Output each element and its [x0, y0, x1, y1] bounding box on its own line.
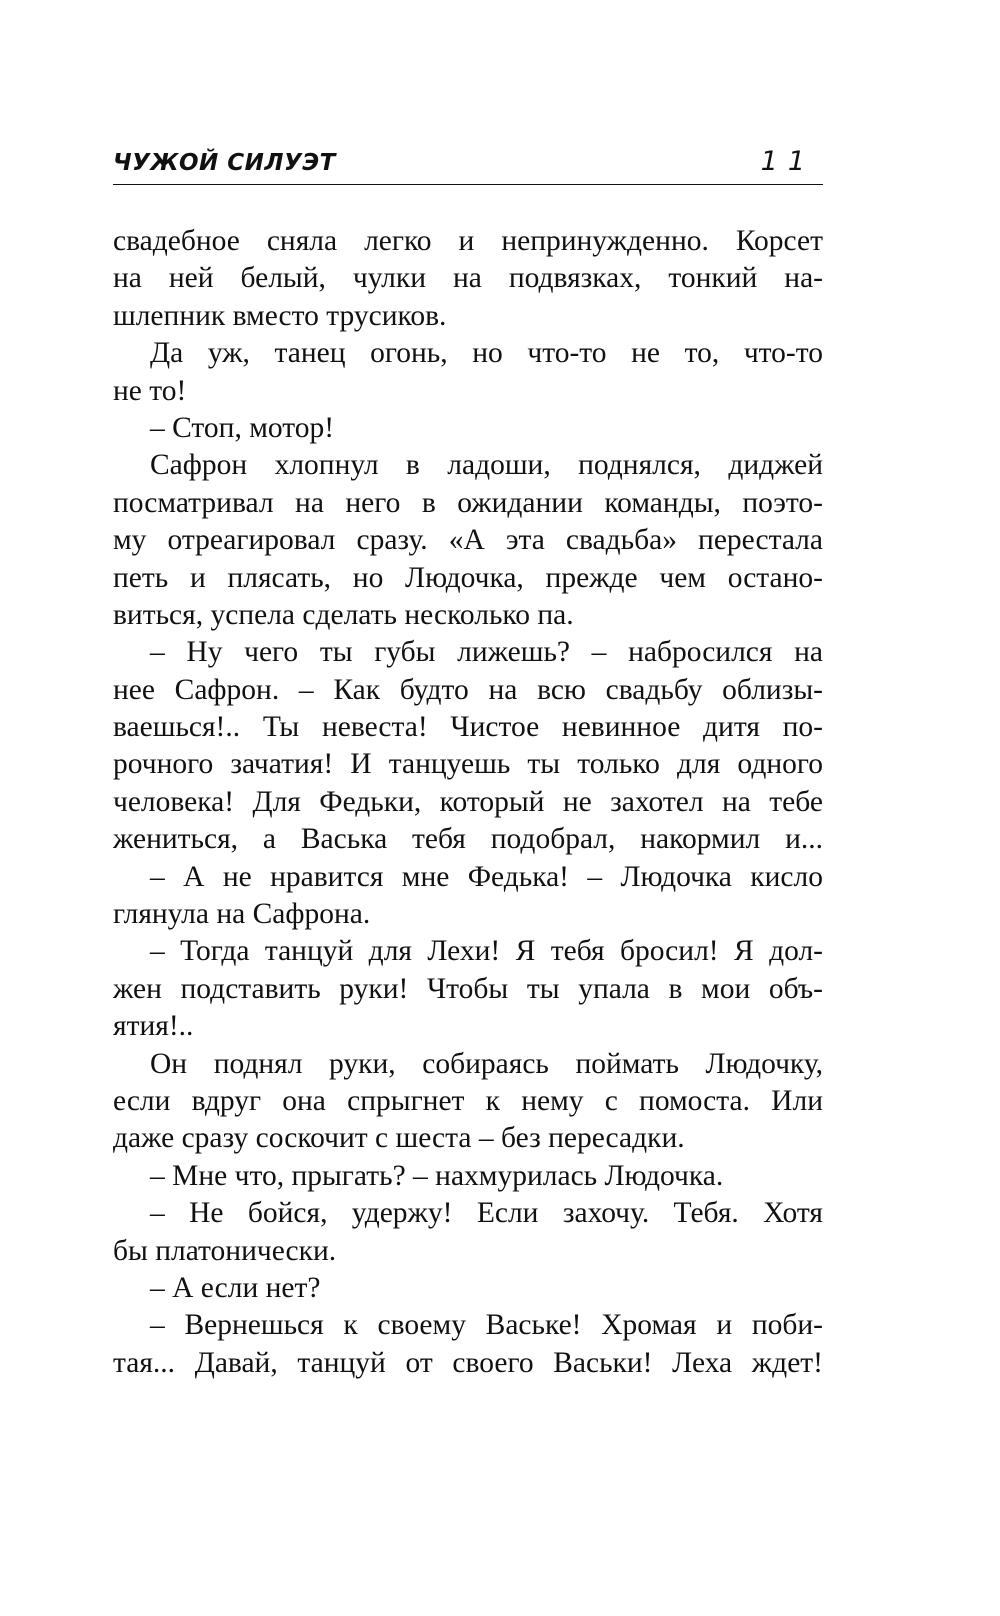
text-line: даже сразу соскочит с шеста – без пересадки.: [113, 1122, 685, 1155]
text-line: – Вернешься к своему Ваське! Хромая и поби-: [150, 1309, 823, 1342]
running-header: [113, 140, 823, 185]
text-line: нее Сафрон. – Как будто на всю свадьбу облизы-: [113, 673, 823, 706]
text-line: – Тогда танцуй для Лехи! Я тебя бросил! Я дол-: [150, 935, 823, 968]
text-line: ваешься!.. Ты невеста! Чистое невинное дитя по-: [113, 711, 823, 744]
text-line: рочного зачатия! И танцуешь ты только для одного: [113, 748, 823, 781]
text-line: тая... Давай, танцуй от своего Васьки! Леха ждет!: [113, 1346, 823, 1379]
text-line: Он поднял руки, собираясь поймать Людочку,: [150, 1047, 823, 1080]
text-line: петь и плясать, но Людочка, прежде чем остано-: [113, 561, 823, 594]
text-line: Да уж, танец огонь, но что-то не то, что-то: [150, 337, 823, 370]
text-line: шлепник вместо трусиков.: [113, 299, 447, 332]
text-line: глянула на Сафрона.: [113, 898, 371, 931]
text-line: если вдруг она спрыгнет к нему с помоста. Или: [113, 1084, 823, 1117]
text-line: – А не нравится мне Федька! – Людочка кисло: [150, 860, 823, 893]
text-line: свадебное сняла легко и непринужденно. Корсет: [113, 225, 823, 257]
text-line: – Стоп, мотор!: [150, 411, 335, 444]
text-line: му отреагировал сразу. «А эта свадьба» перестала: [113, 524, 823, 557]
text-line: – Не бойся, удержу! Если захочу. Тебя. Хотя: [150, 1197, 823, 1230]
text-line: виться, успела сделать несколько па.: [113, 598, 574, 631]
text-line: – А если нет?: [150, 1271, 321, 1304]
text-line: – Мне что, прыгать? – нахмурилась Людочка.: [150, 1159, 724, 1192]
text-line: бы платонически.: [113, 1234, 337, 1267]
text-line: Сафрон хлопнул в ладоши, поднялся, диджей: [150, 449, 823, 482]
book-title: ЧУЖОЙ СИЛУЭТ: [113, 150, 336, 176]
body-text: [113, 223, 823, 1382]
book-page: [113, 140, 823, 1382]
text-line: не то!: [113, 374, 187, 407]
text-line: жениться, а Васька тебя подобрал, накормил и...: [113, 823, 823, 856]
page-number: 11: [760, 146, 815, 177]
text-line: – Ну чего ты губы лижешь? – набросился на: [150, 636, 823, 669]
text-line: на ней белый, чулки на подвязках, тонкий на-: [113, 262, 823, 295]
text-line: жен подставить руки! Чтобы ты упала в мои объ-: [113, 972, 823, 1005]
text-line: посматривал на него в ожидании команды, поэто-: [113, 486, 823, 519]
text-line: ятия!..: [113, 1010, 194, 1043]
text-line: человека! Для Федьки, который не захотел на тебе: [113, 785, 823, 818]
